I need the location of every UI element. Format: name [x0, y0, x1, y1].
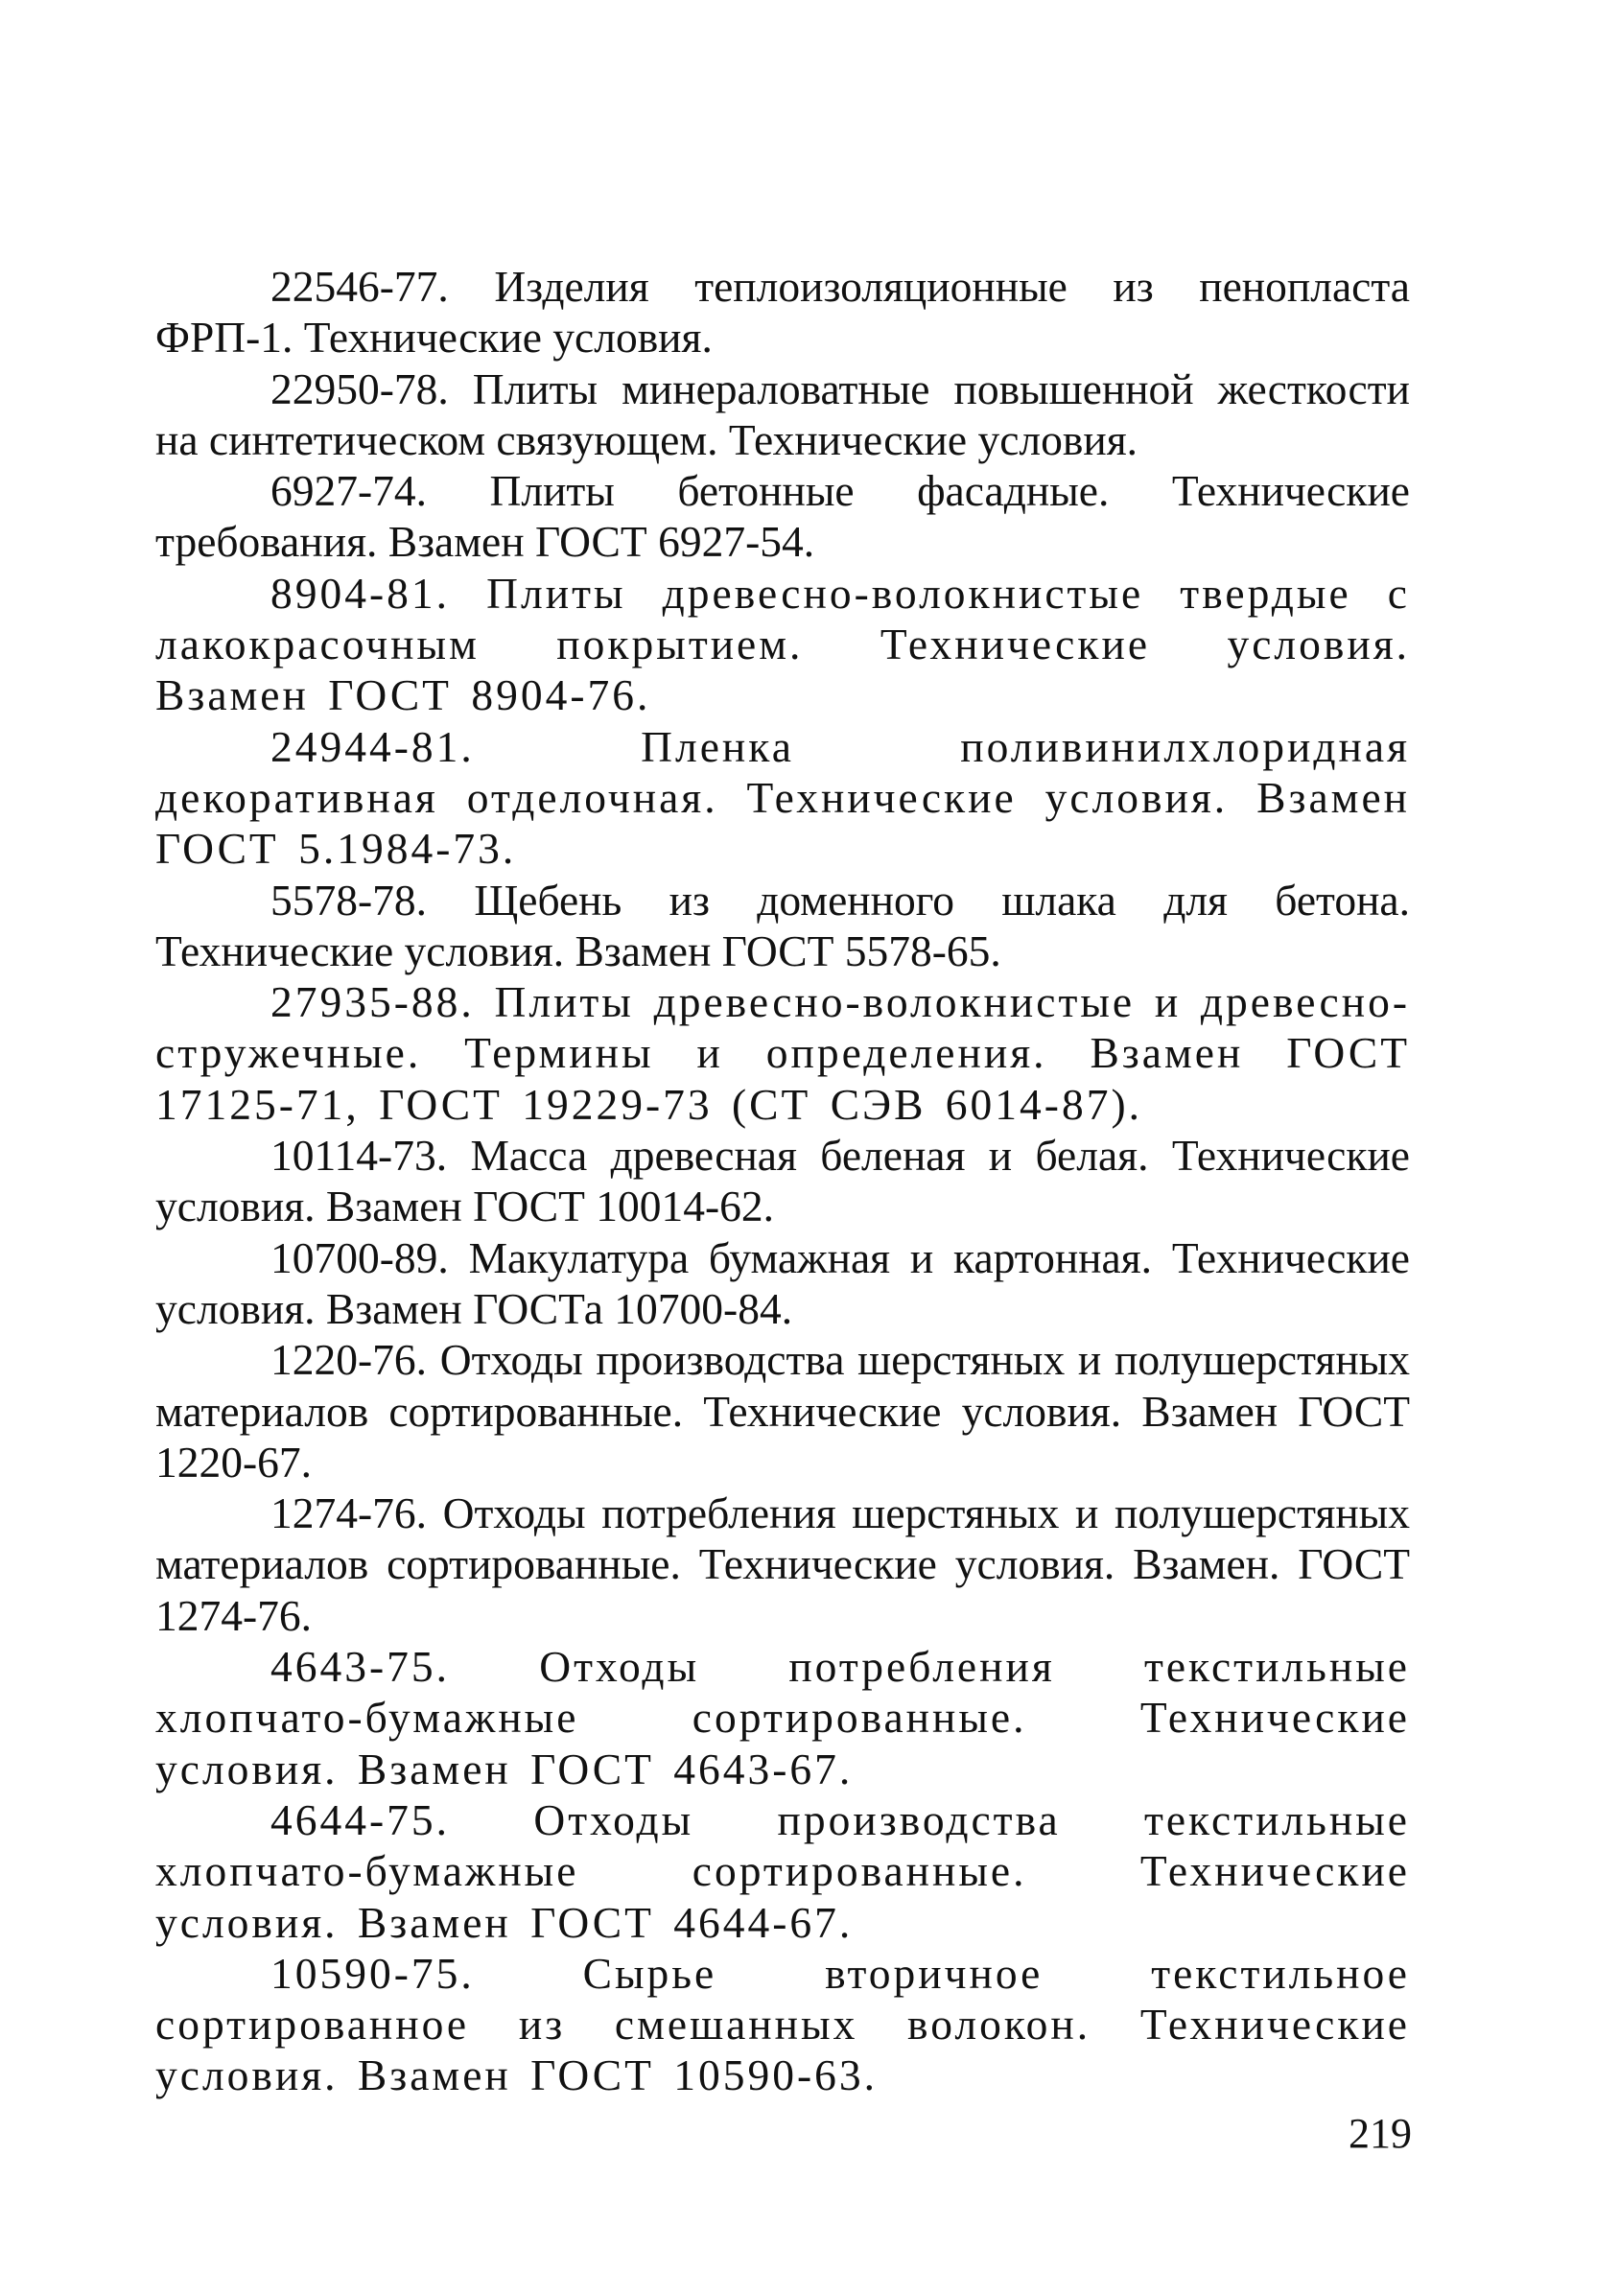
standard-entry: 22950-78. Плиты минераловатные повышенной жесткости на синтетическом связующем. Технические условия. — [155, 363, 1410, 464]
standard-entry: 10590-75. Сырье вторичное текстильное сортированное из смешанных волокон. Технические условия. Взамен ГОСТ 10590-63. — [155, 1948, 1410, 2100]
standard-entry: 10700-89. Макулатура бумажная и картонная. Технические условия. Взамен ГОСТа 10700-84. — [155, 1232, 1410, 1333]
standard-entry: 22546-77. Изделия теплоизоляционные из пенопласта ФРП-1. Технические условия. — [155, 262, 1410, 363]
standard-entry: 27935-88. Плиты древесно-волокнистые и древесно-стружечные. Термины и определения. Взамен ГОСТ 17125-71, ГОСТ 19229-73 (СТ СЭВ 6014-87). — [155, 977, 1410, 1129]
standard-entry: 4643-75. Отходы потребления текстильные хлопчато-бумажные сортированные. Технические условия. Взамен ГОСТ 4643-67. — [155, 1642, 1410, 1793]
standard-entry: 1274-76. Отходы потребления шерстяных и полушерстяных материалов сортированные. Технические условия. Взамен. ГОСТ 1274-76. — [155, 1488, 1410, 1640]
standard-entry: 1220-76. Отходы производства шерстяных и полушерстяных материалов сортированные. Технические условия. Взамен ГОСТ 1220-67. — [155, 1335, 1410, 1487]
standard-entry: 5578-78. Щебень из доменного шлака для бетона. Технические условия. Взамен ГОСТ 5578-65. — [155, 875, 1410, 975]
standard-entry: 6927-74. Плиты бетонные фасадные. Технические требования. Взамен ГОСТ 6927-54. — [155, 466, 1410, 567]
page-number: 219 — [1349, 2110, 1412, 2157]
standard-entry: 4644-75. Отходы производства текстильные хлопчато-бумажные сортированные. Технические условия. Взамен ГОСТ 4644-67. — [155, 1794, 1410, 1947]
standard-entry: 24944-81. Пленка поливинилхлоридная декоративная отделочная. Технические условия. Взамен ГОСТ 5.1984-73. — [155, 721, 1410, 874]
standard-entry: 8904-81. Плиты древесно-волокнистые твердые с лакокрасочным покрытием. Технические условия. Взамен ГОСТ 8904-76. — [155, 568, 1410, 720]
standard-entry: 10114-73. Масса древесная беленая и белая. Технические условия. Взамен ГОСТ 10014-62. — [155, 1131, 1410, 1231]
document-body — [155, 261, 1410, 2101]
